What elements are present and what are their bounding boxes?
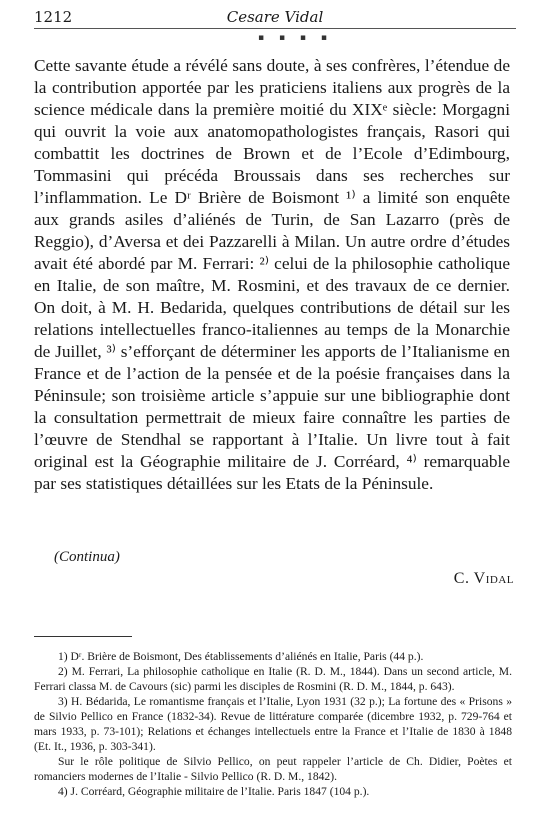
continua-note: (Continua)	[54, 549, 120, 565]
footnote-3: 3) H. Bédarida, Le romantisme français et l’Italie, Lyon 1931 (32 p.); La fortune des « Prisons » de Silvio Pellico en France (1832-34). Revue de littérature comparée (dicembre 1932, p. 729-764 et mars 1933, p. 73-101); Relations et échanges intellectuels entre la France et l’Italie de 1830 à 1848 (Et. It., 1936, p. 303-341).	[34, 695, 512, 753]
page-number: 1212	[34, 8, 73, 26]
header-rule	[34, 28, 516, 29]
footnote-rule	[34, 636, 132, 637]
footnote-4: 4) J. Corréard, Géographie militaire de l’Italie. Paris 1847 (104 p.).	[58, 785, 370, 798]
footnote-3-continued: Sur le rôle politique de Silvio Pellico, on peut rappeler l’article de Ch. Didier, Poètes et romanciers modernes de l’Italie - Silvio Pellico (R. D. M., 1842).	[34, 755, 512, 783]
footnote-2: 2) M. Ferrari, La philosophie catholique en Italie (R. D. M., 1844). Dans un second article, M. Ferrari classa M. de Cavours (sic) parmi les disciples de Rosmini (R. D. M., 1844, p. 643).	[34, 665, 512, 693]
author-signature: C. Vidal	[453, 570, 514, 587]
footnote-1: 1) Dʳ. Brière de Boismont, Des établissements d’aliénés en Italie, Paris (44 p.).	[58, 650, 424, 663]
page-header	[34, 8, 516, 30]
running-title: Cesare Vidal	[226, 8, 324, 26]
main-paragraph: Cette savante étude a révélé sans doute, à ses confrères, l’étendue de la contribution apportée par les praticiens italiens aux progrès de la science médicale dans la première moitié du XIXᵉ siècle: Morgagni qui ouvrit la voie aux anatomopathologistes français, Rasori qui combattit les doctrines de Brown et de l’Ecole d’Edimbourg, Tommasini qui précéda Broussais dans ses recherches sur l’inflammation. Le Dʳ Brière de Boismont ¹⁾ a limité son enquête aux grands asiles d’aliénés de Turin, de San Lazarro (près de Reggio), d’Aversa et dei Pazzarelli à Milan. Un autre ordre d’études avait été abordé par M. Ferrari: ²⁾ celui de la philosophie catholique en Italie, de son maître, M. Rosmini, et des travaux de ce dernier. On doit, à M. H. Bedarida, quelques contributions de détail sur les relations intellectuelles franco-italiennes au temps de la Monarchie de Juillet, ³⁾ s’efforçant de déterminer les apports de l’Italianisme en France et de l’action de la pensée et de la poésie françaises dans la Péninsule; son troisième article s’appuie sur une bibliographie dont la consultation permettrait de mieux faire connaître les parties de l’œuvre de Stendhal se rapportant à l’Italie. Un livre tout à fait original est la Géographie militaire de J. Corréard, ⁴⁾ remarquable par ses statistiques détaillées sur les Etats de la Péninsule.	[34, 56, 510, 493]
footnotes	[34, 649, 512, 799]
decorative-marks: ▪ ▪ ▪ ▪	[258, 33, 333, 43]
